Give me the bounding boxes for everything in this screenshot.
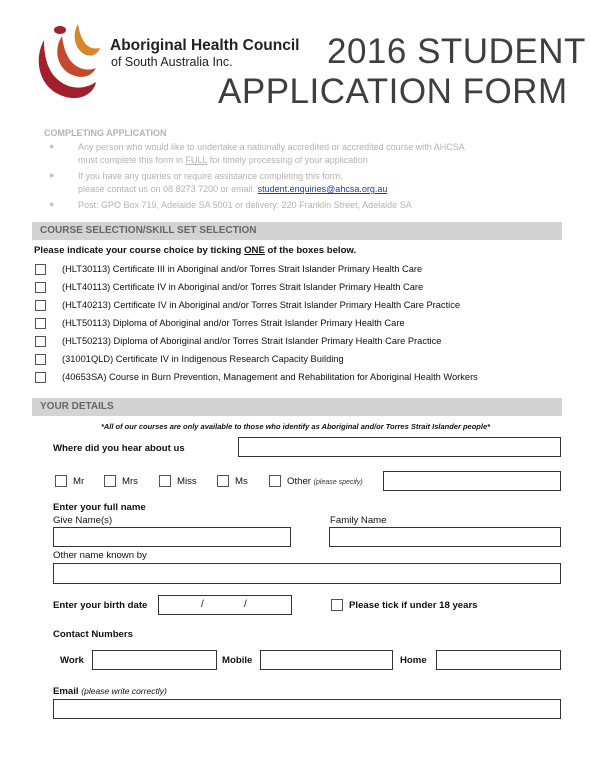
title-label-mrs: Mrs [122,476,138,487]
course-instruction-pre: Please indicate your course choice by ticking [34,245,245,256]
course-section-title: COURSE SELECTION/SKILL SET SELECTION [40,225,257,236]
email-input[interactable] [53,699,561,719]
date-separator: / [201,599,204,610]
org-subname: of South Australia Inc. [111,55,233,69]
course-section-header [32,222,562,240]
title-label-ms: Ms [235,476,248,487]
mobile-phone-input[interactable] [260,650,393,670]
under-18-label: Please tick if under 18 years [349,600,478,611]
course-instruction-one: ONE [244,245,265,256]
instruction-2 [78,170,387,196]
instruction-1-line2: must complete this form in [78,155,186,165]
hear-about-input[interactable] [238,437,561,457]
family-name-input[interactable] [329,527,561,547]
course-label: (31001QLD) Certificate IV in Indigenous Research Capacity Building [62,354,344,364]
course-instruction [34,245,356,256]
details-section-header [32,398,562,416]
instruction-2-line2: please contact us on 08 8273 7200 or email: [78,184,258,194]
mobile-label: Mobile [222,655,253,666]
title-checkbox-other[interactable] [269,475,281,487]
course-checkbox[interactable] [35,336,46,347]
other-label: Other [287,476,311,487]
course-label: (HLT50113) Diploma of Aboriginal and/or Torres Strait Islander Primary Health Care [62,318,405,328]
instruction-2-line1: If you have any queries or require assistance completing this form, [78,171,343,181]
course-instruction-post: of the boxes below. [264,245,357,256]
course-checkbox[interactable] [35,318,46,329]
bullet-icon: ● [49,199,55,209]
email-label [53,686,167,697]
family-name-label: Family Name [330,515,387,526]
other-name-input[interactable] [53,563,561,584]
form-title-line1: 2016 STUDENT [327,32,586,71]
birth-date-input[interactable] [158,595,292,615]
course-label: (HLT40113) Certificate IV in Aboriginal and/or Torres Strait Islander Primary Health Care [62,282,424,292]
instruction-3: Post: GPO Box 719, Adelaide SA 5001 or delivery: 220 Franklin Street, Adelaide SA [78,200,412,210]
title-checkbox-miss[interactable] [159,475,171,487]
work-phone-input[interactable] [92,650,217,670]
logo-dot [54,26,66,34]
course-label: (40653SA) Course in Burn Prevention, Management and Rehabilitation for Aboriginal Health Workers [62,372,478,382]
title-label-other [287,476,363,487]
given-name-label: Give Name(s) [53,515,113,526]
under-18-checkbox[interactable] [331,599,343,611]
course-label: (HLT40213) Certificate IV in Aboriginal and/or Torres Strait Islander Primary Health Care Practice [62,300,461,310]
full-name-label: Enter your full name [53,502,146,513]
course-checkbox[interactable] [35,300,46,311]
title-checkbox-mrs[interactable] [104,475,116,487]
ahcsa-logo [32,18,112,108]
instruction-1-full: FULL [185,155,208,165]
other-title-input[interactable] [383,471,561,491]
course-checkbox[interactable] [35,354,46,365]
completing-heading: COMPLETING APPLICATION [44,128,167,138]
other-name-label: Other name known by [53,550,147,561]
logo-swirl-light [75,24,100,56]
instruction-1-line1: Any person who would like to undertake a nationally accredited or accredited course with AHCSA [78,142,465,152]
title-checkbox-ms[interactable] [217,475,229,487]
eligibility-note: *All of our courses are only available to those who identify as Aboriginal and/or Torres Strait Islander people* [100,422,491,431]
course-label: (HLT50213) Diploma of Aboriginal and/or Torres Strait Islander Primary Health Care Practice [62,336,442,346]
course-checkbox[interactable] [35,282,46,293]
birth-date-label: Enter your birth date [53,600,148,611]
hear-about-label: Where did you hear about us [53,443,185,454]
instruction-1 [78,141,465,167]
title-label-mr: Mr [73,476,85,487]
course-checkbox[interactable] [35,372,46,383]
given-name-input[interactable] [53,527,291,547]
form-title-line2: APPLICATION FORM [218,72,568,111]
org-name: Aboriginal Health Council [110,37,300,54]
course-label: (HLT30113) Certificate III in Aboriginal and/or Torres Strait Islander Primary Health Care [62,264,423,274]
title-label-miss: Miss [177,476,197,487]
other-note: (please specify) [313,479,363,486]
bullet-icon: ● [49,170,55,180]
instruction-1-line2-end: for timely processing of your application [207,155,368,165]
bullet-icon: ● [49,141,55,151]
title-checkbox-mr[interactable] [55,475,67,487]
date-separator: / [244,599,247,610]
work-label: Work [60,655,84,666]
home-phone-input[interactable] [436,650,561,670]
contact-numbers-label: Contact Numbers [53,629,133,640]
email-label-text: Email [53,686,79,697]
home-label: Home [400,655,427,666]
course-checkbox[interactable] [35,264,46,275]
details-section-title: YOUR DETAILS [40,401,114,412]
email-link[interactable]: student.enquiries@ahcsa.org.au [257,184,388,194]
email-note: (please write correctly) [81,686,167,696]
